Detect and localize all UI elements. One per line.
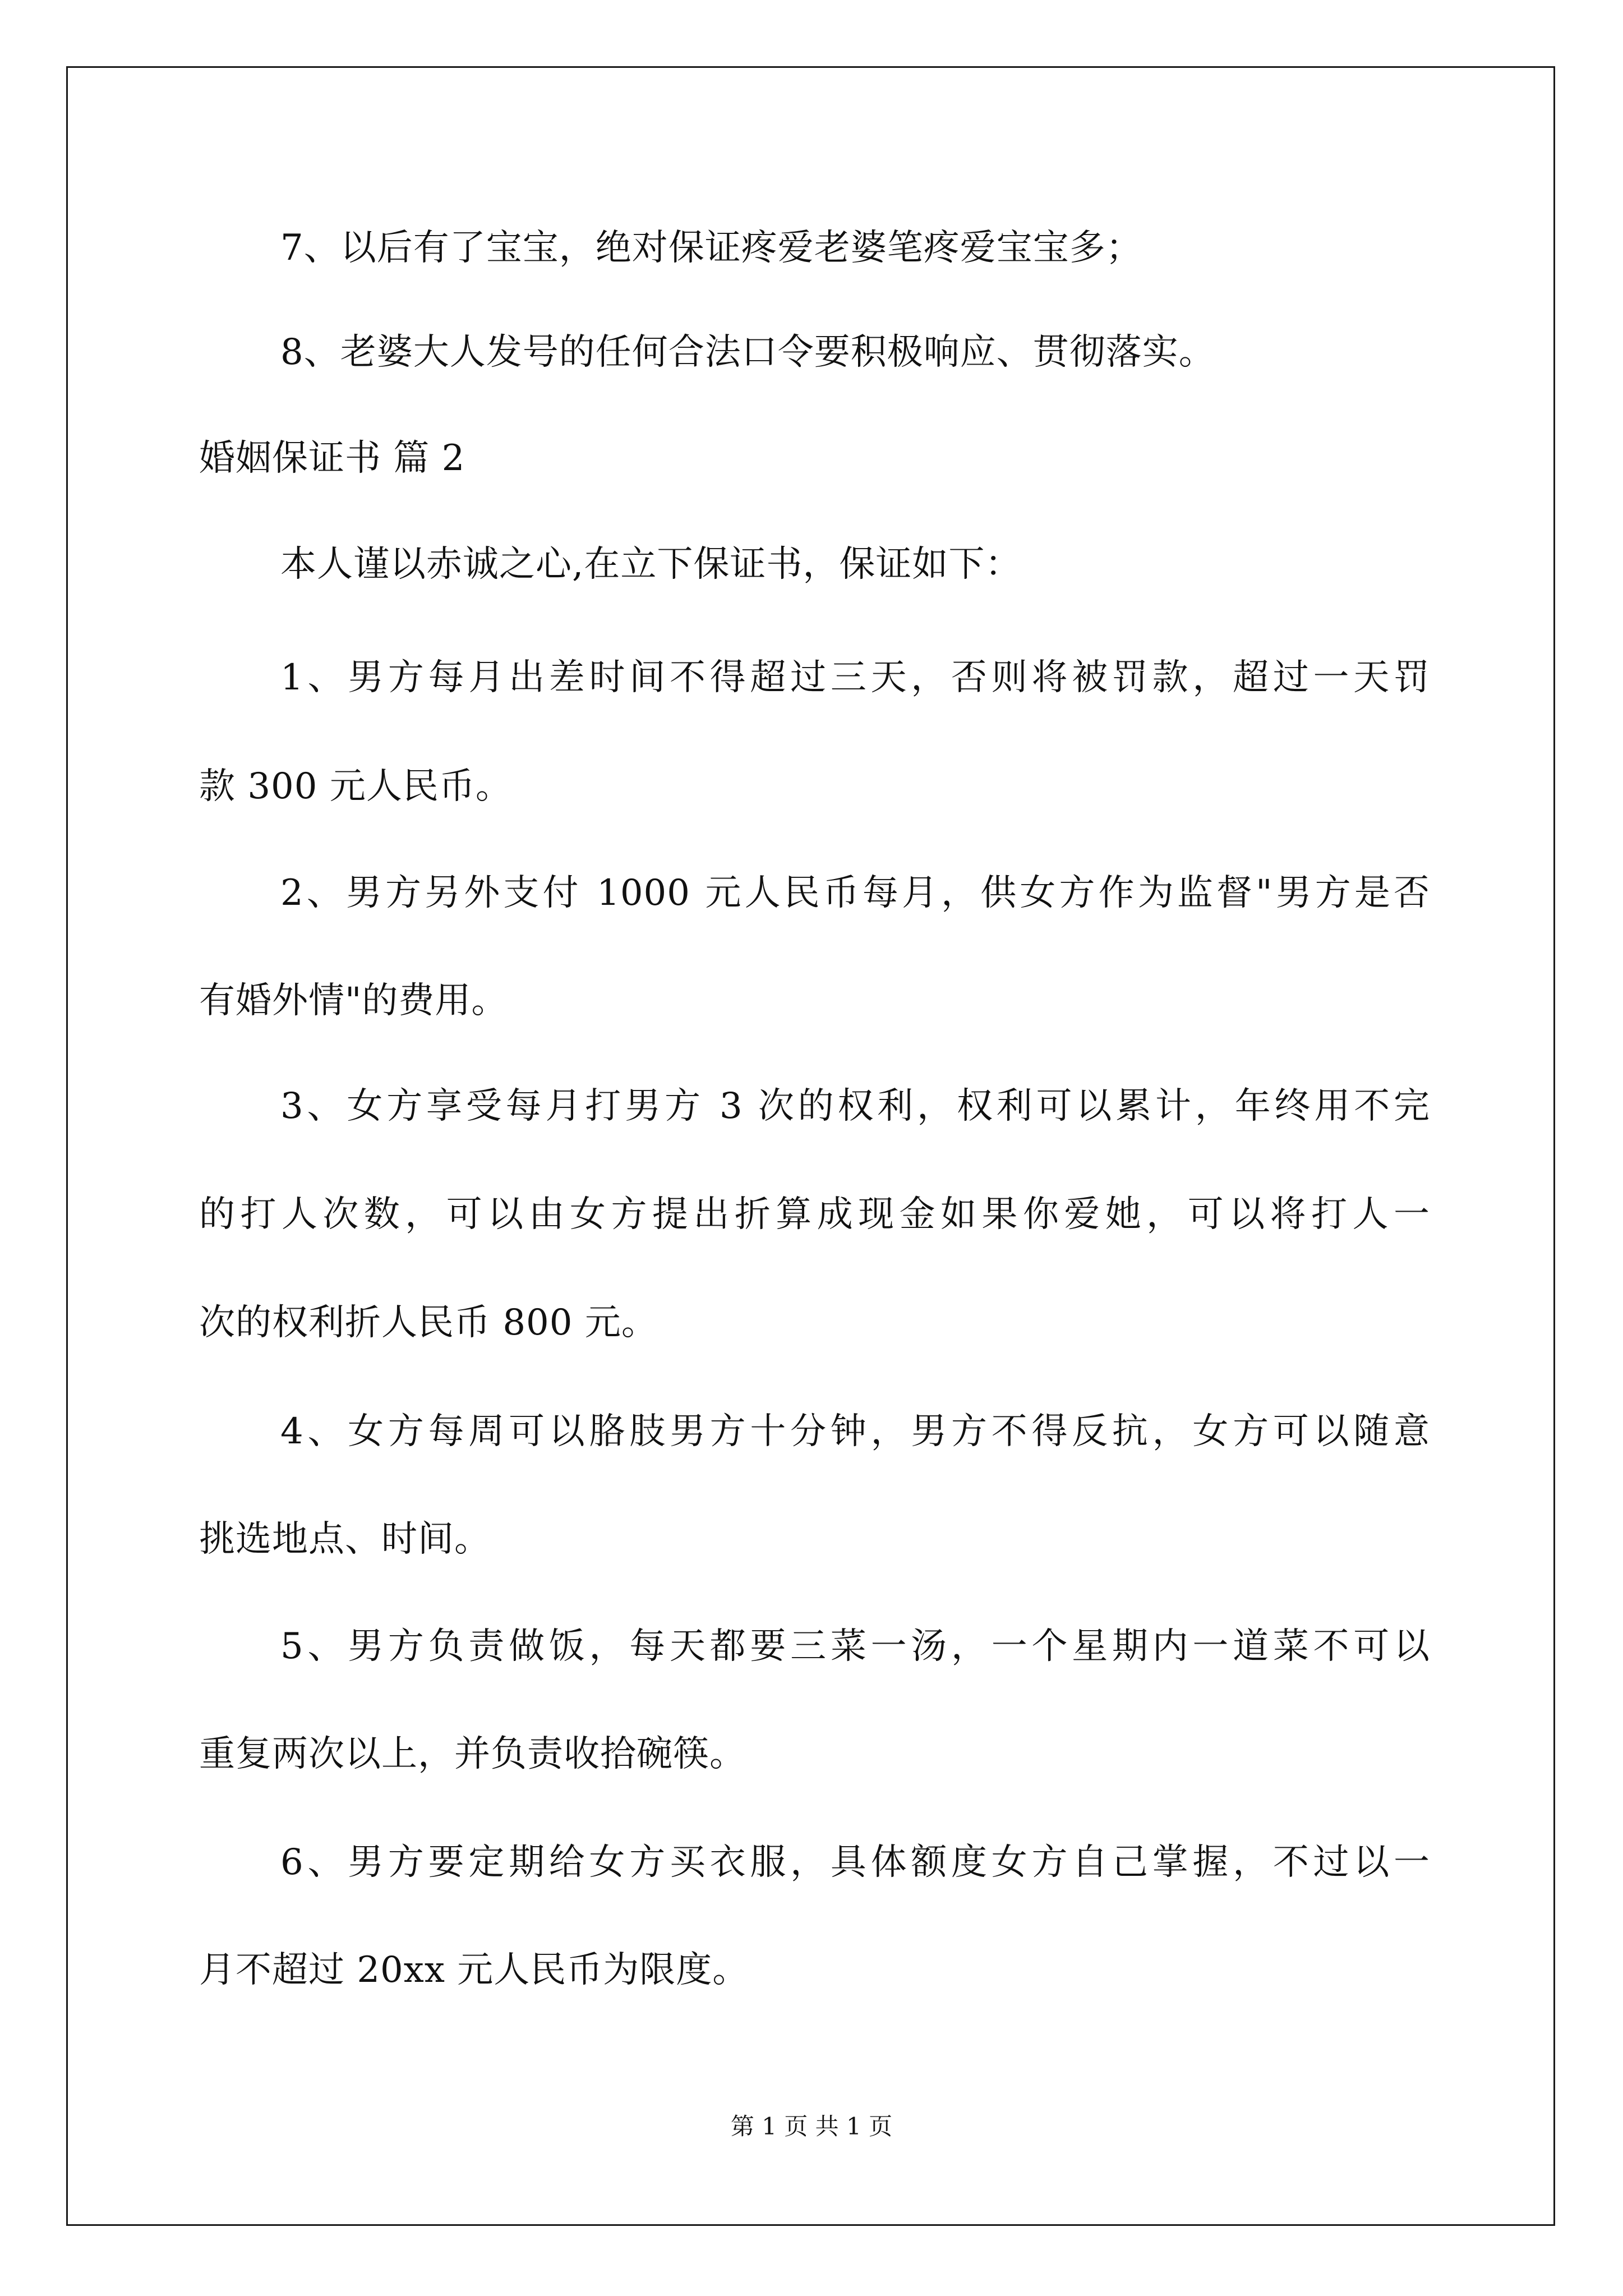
paragraph-line: 次的权利折人民币 800 元。: [199, 1302, 658, 1343]
paragraph-line: 4、女方每周可以胳肢男方十分钟，男方不得反抗，女方可以随意: [280, 1411, 1430, 1452]
paragraph-line: 8、老婆大人发号的任何合法口令要积极响应、贯彻落实。: [280, 332, 1215, 373]
paragraph-line: 6、男方要定期给女方买衣服，具体额度女方自己掌握，不过以一: [280, 1842, 1430, 1883]
paragraph-line: 有婚外情"的费用。: [199, 980, 508, 1022]
paragraph-line: 1、男方每月出差时间不得超过三天，否则将被罚款，超过一天罚: [280, 657, 1430, 698]
paragraph-line: 本人谨以赤诚之心,在立下保证书，保证如下：: [280, 544, 1022, 585]
paragraph-line: 7、以后有了宝宝，绝对保证疼爱老婆笔疼爱宝宝多；: [280, 227, 1142, 269]
section-heading: 婚姻保证书 篇 2: [199, 438, 465, 479]
paragraph-line: 重复两次以上，并负责收拾碗筷。: [199, 1733, 746, 1775]
page-footer: 第 1 页 共 1 页: [730, 2113, 893, 2140]
paragraph-line: 的打人次数，可以由女方提出折算成现金如果你爱她，可以将打人一: [199, 1194, 1430, 1235]
paragraph-line: 3、女方享受每月打男方 3 次的权利，权利可以累计，年终用不完: [280, 1085, 1430, 1127]
paragraph-line: 款 300 元人民币。: [199, 766, 512, 807]
paragraph-line: 5、男方负责做饭，每天都要三菜一汤，一个星期内一道菜不可以: [280, 1626, 1430, 1667]
page-border: [66, 66, 1555, 2226]
paragraph-line: 月不超过 20xx 元人民币为限度。: [199, 1949, 749, 1991]
paragraph-line: 2、男方另外支付 1000 元人民币每月，供女方作为监督"男方是否: [280, 872, 1430, 914]
paragraph-line: 挑选地点、时间。: [199, 1519, 491, 1560]
